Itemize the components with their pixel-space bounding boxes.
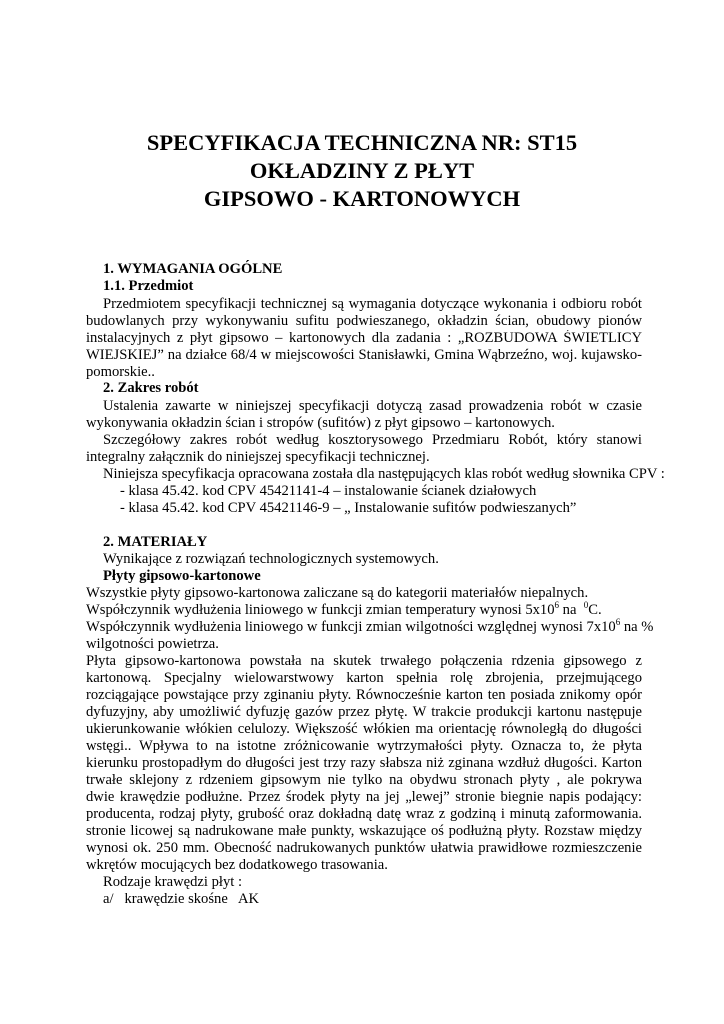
title-line-2: OKŁADZINY Z PŁYT	[249, 158, 475, 183]
paragraph-line: stronie licowej są nadrukowane małe punkty, wskazujące oś podłużną płyty. Rozstaw między	[86, 823, 642, 839]
paragraph-line: rozciągające powstające przy zginaniu płyty. Równocześnie karton ten posiada znikomy opór	[86, 687, 642, 703]
paragraph-line-humidity	[86, 617, 654, 636]
paragraph-line: kartonową. Specjalny wielowarstwowy karton spełnia rolę zbrojenia, przejmującego	[86, 670, 642, 686]
paragraph-line: wstęgi.. Wpływa to na istotne zróżnicowanie wytrzymałości płyty. Oznacza to, że płyta	[86, 738, 642, 754]
paragraph-line: integralny załącznik do niniejszej specyfikacji technicznej.	[86, 449, 430, 465]
text-segment: C.	[588, 602, 602, 618]
paragraph-line: dwie krawędzie podłużne. Przez środek płyty na jej „lewej” stronie biegnie napis podający:	[86, 789, 642, 805]
section-1-heading: 1. WYMAGANIA OGÓLNE	[103, 261, 283, 277]
paragraph-line: Wynikające z rozwiązań technologicznych systemowych.	[103, 551, 439, 567]
paragraph-line: kierunku prostopadłym do długości jest trzy razy słabsza niż zginana wzdłuż długości. Karton	[86, 755, 642, 771]
paragraph-line-temperature	[86, 602, 642, 619]
paragraph-line: budowlanych przy wykonywaniu sufitu podwieszanego, okładzin ścian, obudowy pionów	[86, 313, 642, 329]
text-segment: Współczynnik wydłużenia liniowego w funkcji zmian wilgotności względnej wynosi 7x10	[86, 619, 616, 635]
superscript: 6	[554, 600, 560, 610]
superscript: 0	[583, 600, 589, 610]
subsection-heading-plyty: Płyty gipsowo-kartonowe	[103, 568, 261, 584]
edges-heading: Rodzaje krawędzi płyt :	[103, 874, 242, 890]
subsection-2-heading: 2. Zakres robót	[103, 380, 199, 396]
paragraph-line: wynosi ok. 250 mm. Obecność nadrukowanych punktów ułatwia prawidłowe rozmieszczenie	[86, 840, 642, 856]
title-line-3: GIPSOWO - KARTONOWYCH	[203, 186, 521, 211]
paragraph-line: producenta, rodzaj płyty, grubość oraz dokładną datę wraz z godziną i minutą zaformowania.	[86, 806, 642, 822]
subsection-1-1-heading: 1.1. Przedmiot	[103, 278, 194, 294]
cpv-list-item: - klasa 45.42. kod CPV 45421146-9 – „ Instalowanie sufitów podwieszanych”	[120, 500, 577, 516]
paragraph-line: Szczegółowy zakres robót według kosztorysowego Przedmiaru Robót, który stanowi	[103, 432, 642, 448]
text-segment: na	[559, 602, 584, 618]
text-segment: na %	[620, 619, 654, 635]
paragraph-line: Płyta gipsowo-kartonowa powstała na skutek trwałego połączenia rdzenia gipsowego z	[86, 653, 642, 669]
text-segment: Współczynnik wydłużenia liniowego w funkcji zmian temperatury wynosi 5x10	[86, 602, 555, 618]
paragraph-line: ukierunkowanie włókien celulozy. Większość włókien ma orientację równoległą do długości	[86, 721, 642, 737]
section-2-heading: 2. MATERIAŁY	[103, 534, 208, 550]
paragraph-line: WIEJSKIEJ” na działce 68/4 w miejscowości Stanisławki, Gmina Wąbrzeźno, woj. kujawsko-	[86, 347, 642, 363]
edge-list-item: a/ krawędzie skośne AK	[103, 891, 260, 907]
paragraph-line: wilgotności powietrza.	[86, 636, 219, 652]
cpv-list-item: - klasa 45.42. kod CPV 45421141-4 – instalowanie ścianek działowych	[120, 483, 537, 499]
paragraph-line: wkrętów mocujących bez dodatkowego trasowania.	[86, 857, 388, 873]
paragraph-line: Niniejsza specyfikacja opracowana została dla następujących klas robót według słownika CPV :	[103, 466, 665, 482]
paragraph-line: instalacyjnych z płyt gipsowo – kartonowych dla zadania : „ROZBUDOWA ŚWIETLICY	[86, 330, 642, 346]
paragraph-line: Wszystkie płyty gipsowo-kartonowa zaliczane są do kategorii materiałów niepalnych.	[86, 585, 589, 601]
paragraph-line: wykonywania okładzin ścian i stropów (sufitów) z płyt gipsowo – kartonowych.	[86, 415, 555, 431]
superscript: 6	[615, 617, 621, 627]
paragraph-line: pomorskie..	[86, 364, 155, 380]
paragraph-line: dyfuzyjny, aby umożliwić dyfuzję gazów przez płytę. W trakcie produkcji kartonu następuje	[86, 704, 642, 720]
title-line-1: SPECYFIKACJA TECHNICZNA NR: ST15	[146, 130, 578, 155]
paragraph-line: Ustalenia zawarte w niniejszej specyfikacji dotyczą zasad prowadzenia robót w czasie	[103, 398, 642, 414]
paragraph-line: trwałe sklejony z rdzeniem gipsowym nie tylko na obydwu stronach płyty , ale pokrywa	[86, 772, 642, 788]
paragraph-line: Przedmiotem specyfikacji technicznej są wymagania dotyczące wykonania i odbioru robót	[103, 296, 642, 312]
